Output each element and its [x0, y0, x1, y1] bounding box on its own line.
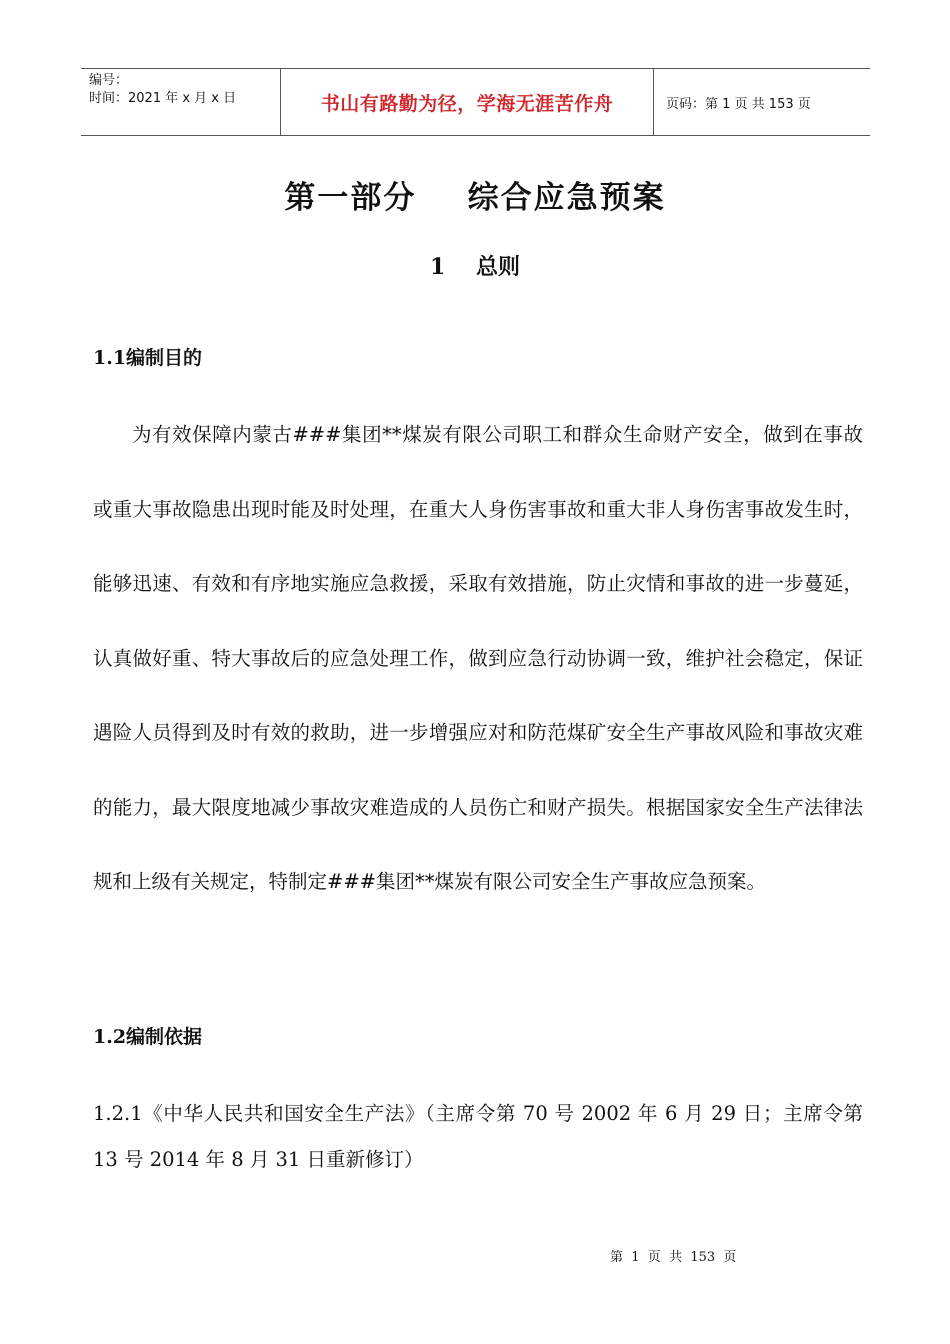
header-page-info: 页码：第 1 页 共 153 页: [666, 96, 811, 112]
page-footer: 第 1 页 共 153 页: [610, 1250, 737, 1265]
document-number-label: 编号：: [89, 73, 129, 88]
section-paragraph-purpose: 为有效保障内蒙古###集团**煤炭有限公司职工和群众生命财产安全，做到在事故或重大事故隐患出现时能及时处理，在重大人身伤害事故和重大非人身伤害事故发生时，能够迅速、有效和有序地实施应急救援，采取有效措施，防止灾情和事故的进一步蔓延，认真做好重、特大事故后的应急处理工作，做到应急行动协调一致，维护社会稳定，保证遇险人员得到及时有效的救助，进一步增强应对和防范煤矿安全生产事故风险和事故灾难的能力，最大限度地减少事故灾难造成的人员伤亡和财产损失。根据国家安全生产法律法规和上级有关规定，特制定###集团**煤炭有限公司安全生产事故应急预案。: [93, 423, 863, 893]
document-date-label: 时间：2021 年 x 月 x 日: [89, 91, 237, 106]
header-meta-cell: [81, 69, 281, 135]
header-motto: 书山有路勤为径，学海无涯苦作舟: [281, 69, 654, 135]
section-heading-purpose: 1.1编制目的: [93, 347, 203, 369]
document-header: [81, 68, 870, 136]
section-heading-basis: 1.2编制依据: [93, 1026, 203, 1048]
chapter-title: 1 总则: [430, 254, 520, 280]
document-title: 第一部分 综合应急预案: [284, 180, 666, 216]
section-paragraph-basis: 1.2.1《中华人民共和国安全生产法》（主席令第 70 号 2002 年 6 月 29 日；主席令第 13 号 2014 年 8 月 31 日重新修订）: [93, 1102, 863, 1171]
